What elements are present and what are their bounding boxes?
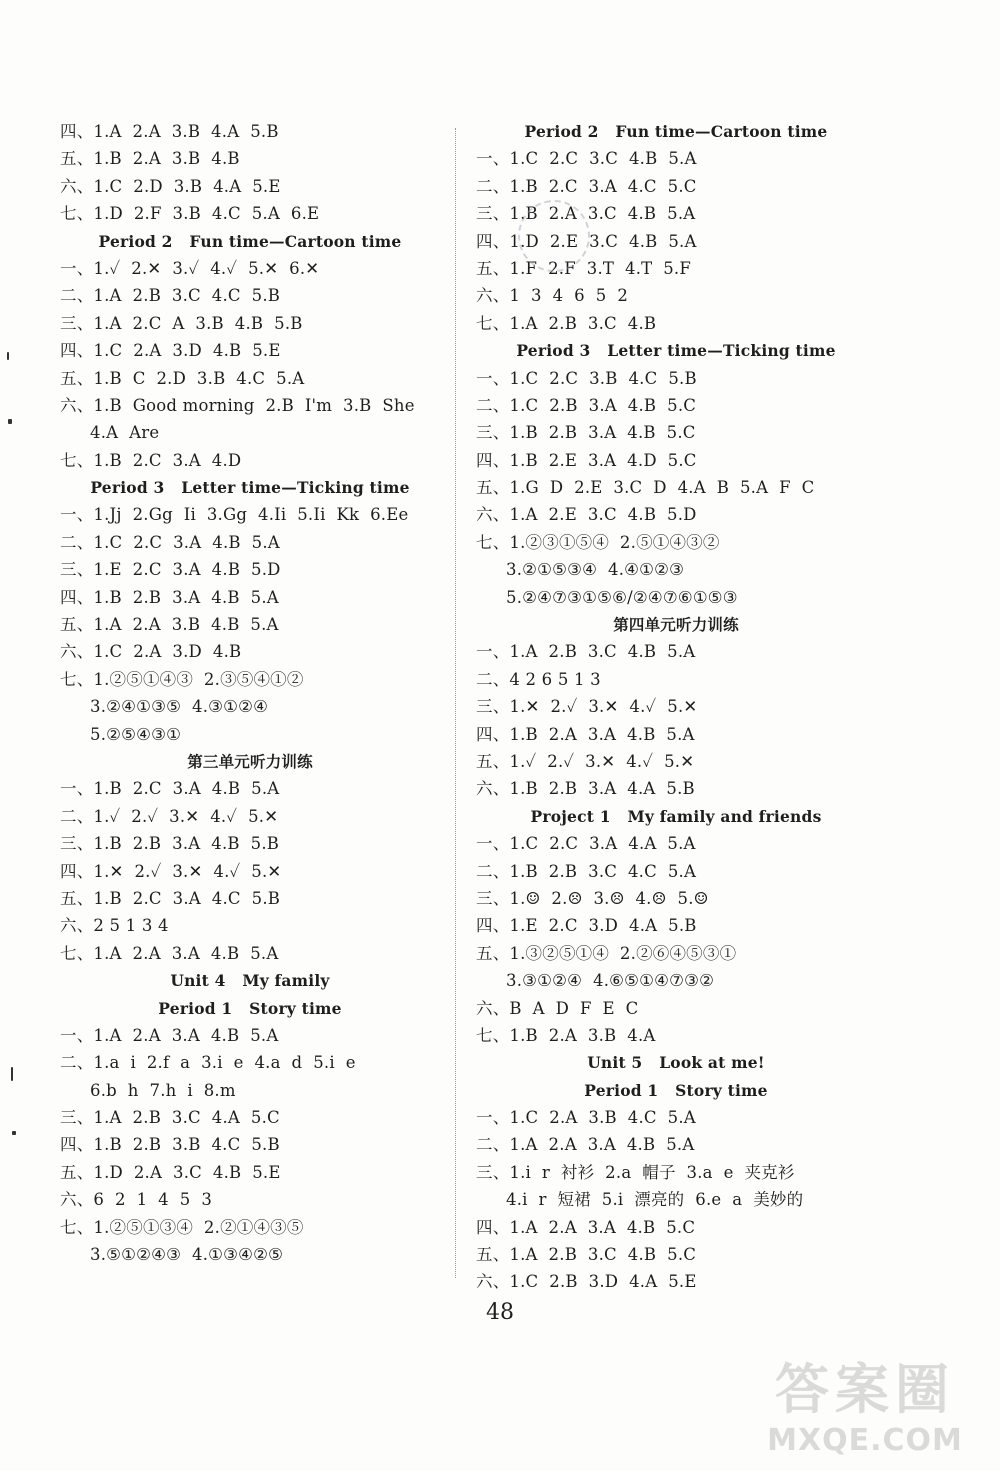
answer-line: 四、1.B 2.B 3.B 4.C 5.B <box>60 1135 280 1155</box>
answer-line: 3.⑤①②④③ 4.①③④②⑤ <box>90 1245 284 1265</box>
answer-line: 四、1.B 2.A 3.A 4.B 5.A <box>476 724 695 744</box>
answer-line: 四、1.A 2.A 3.A 4.B 5.C <box>476 1217 696 1237</box>
answer-line: 二、1.a i 2.f a 3.i e 4.a d 5.i e <box>60 1053 356 1073</box>
answer-line: 五、1.F 2.F 3.T 4.T 5.F <box>476 258 692 278</box>
right-column <box>476 118 876 1296</box>
left-column <box>60 118 440 1268</box>
answer-line: 六、1.C 2.D 3.B 4.A 5.E <box>60 176 281 196</box>
answer-line: 三、1.A 2.B 3.C 4.A 5.C <box>60 1108 280 1128</box>
answer-line: 三、1.E 2.C 3.A 4.B 5.D <box>60 560 281 580</box>
answer-line: 一、1.Jj 2.Gg Ii 3.Gg 4.Ii 5.Ii Kk 6.Ee <box>60 505 409 525</box>
section-heading: Period 3 Letter time—Ticking time <box>90 478 410 498</box>
answer-line: 二、1.B 2.B 3.C 4.C 5.A <box>476 861 697 881</box>
answer-line: 六、B A D F E C <box>476 998 639 1018</box>
answer-line: 6.b h 7.h i 8.m <box>90 1080 236 1100</box>
answer-line: 四、1.B 2.E 3.A 4.D 5.C <box>476 450 697 470</box>
answer-line: 四、1.C 2.A 3.D 4.B 5.E <box>60 341 281 361</box>
scan-mark <box>12 1131 16 1135</box>
answer-line: 五、1.B 2.A 3.B 4.B <box>60 149 240 169</box>
answer-line: 四、1.A 2.A 3.B 4.A 5.B <box>60 122 279 141</box>
answer-line: 五、1.✓ 2.✓ 3.✕ 4.✓ 5.✕ <box>476 751 695 771</box>
section-heading: Unit 4 My family <box>170 971 330 991</box>
answer-line: 七、1.B 2.A 3.B 4.A <box>476 1025 656 1045</box>
watermark <box>750 1355 980 1465</box>
answer-line: 六、1.B 2.B 3.A 4.A 5.B <box>476 779 695 799</box>
answer-line: 四、1.B 2.B 3.A 4.B 5.A <box>60 587 279 607</box>
answer-line: 二、4 2 6 5 1 3 <box>476 669 601 689</box>
answer-line: 三、1.B 2.B 3.A 4.B 5.C <box>476 423 696 443</box>
answer-line: 4.i r 短裙 5.i 漂亮的 6.e a 美妙的 <box>506 1190 804 1210</box>
answer-line: 五、1.B C 2.D 3.B 4.C 5.A <box>60 368 305 388</box>
answer-line: 七、1.D 2.F 3.B 4.C 5.A 6.E <box>60 204 320 224</box>
answer-line: 3.②④①③⑤ 4.③①②④ <box>90 697 269 717</box>
answer-line: 一、1.C 2.A 3.B 4.C 5.A <box>476 1108 696 1128</box>
answer-line: 五、1.D 2.A 3.C 4.B 5.E <box>60 1162 281 1182</box>
watermark-logo: 答案圈 <box>775 1358 955 1421</box>
answer-line: 七、1.A 2.A 3.A 4.B 5.A <box>60 943 279 963</box>
answer-line: 二、1.✓ 2.✓ 3.✕ 4.✓ 5.✕ <box>60 806 279 826</box>
answer-line: 六、6 2 1 4 5 3 <box>60 1190 213 1210</box>
answer-line: 五、1.③②⑤①④ 2.②⑥④⑤③① <box>476 943 737 963</box>
answer-line: 三、1.✕ 2.✓ 3.✕ 4.✓ 5.✕ <box>476 697 698 717</box>
answer-line: 四、1.E 2.C 3.D 4.A 5.B <box>476 916 697 936</box>
section-heading: Period 1 Story time <box>158 998 342 1018</box>
answer-line: 二、1.A 2.A 3.A 4.B 5.A <box>476 1135 695 1155</box>
answer-line: 三、1.i r 衬衫 2.a 帽子 3.a e 夹克衫 <box>476 1162 795 1182</box>
answer-line: 一、1.A 2.B 3.C 4.B 5.A <box>476 642 696 662</box>
answer-line: 二、1.C 2.B 3.A 4.B 5.C <box>476 395 697 415</box>
answer-line: 二、1.C 2.C 3.A 4.B 5.A <box>60 532 280 552</box>
answer-line: 5.②④⑦③①⑤⑥/②④⑦⑥①⑤③ <box>506 587 738 607</box>
section-heading: Project 1 My family and friends <box>530 806 822 826</box>
answer-line: 七、1.A 2.B 3.C 4.B <box>476 313 657 333</box>
column-divider <box>455 128 456 1278</box>
answer-line: 四、1.✕ 2.✓ 3.✕ 4.✓ 5.✕ <box>60 861 282 881</box>
answer-line: 七、1.B 2.C 3.A 4.D <box>60 450 242 470</box>
answer-line: 三、1.☺ 2.☹ 3.☹ 4.☹ 5.☺ <box>476 888 709 908</box>
answer-line: 五、1.G D 2.E 3.C D 4.A B 5.A F C <box>476 478 815 498</box>
answer-line: 3.②①⑤③④ 4.④①②③ <box>506 560 685 580</box>
scan-mark <box>8 419 12 424</box>
answer-line: 六、1 3 4 6 5 2 <box>476 286 629 306</box>
answer-line: 六、1.A 2.E 3.C 4.B 5.D <box>476 505 697 525</box>
section-heading: Period 3 Letter time—Ticking time <box>516 341 836 361</box>
answer-line: 七、1.②③①⑤④ 2.⑤①④③② <box>476 532 720 552</box>
answer-line: 一、1.C 2.C 3.A 4.A 5.A <box>476 834 696 854</box>
answer-line: 四、1.D 2.E 3.C 4.B 5.A <box>476 231 697 251</box>
section-heading: Unit 5 Look at me! <box>587 1053 765 1073</box>
answer-line: 5.②⑤④③① <box>90 724 182 744</box>
answer-line: 六、1.C 2.A 3.D 4.B <box>60 642 242 662</box>
answer-line: 三、1.B 2.B 3.A 4.B 5.B <box>60 834 280 854</box>
answer-line: 4.A Are <box>90 423 160 443</box>
answer-line: 七、1.②⑤①④③ 2.③⑤④①② <box>60 669 304 689</box>
answer-line: 七、1.②⑤①③④ 2.②①④③⑤ <box>60 1217 304 1237</box>
answer-line: 三、1.A 2.C A 3.B 4.B 5.B <box>60 313 303 333</box>
answer-line: 一、1.C 2.C 3.B 4.C 5.B <box>476 368 697 388</box>
answer-line: 一、1.C 2.C 3.C 4.B 5.A <box>476 149 697 169</box>
scan-mark <box>7 352 9 360</box>
section-heading: Period 2 Fun time—Cartoon time <box>98 231 402 251</box>
scan-mark <box>11 1067 13 1081</box>
answer-line: 二、1.B 2.C 3.A 4.C 5.C <box>476 176 697 196</box>
watermark-site: MXQE.COM <box>767 1423 963 1458</box>
answer-line: 六、1.B Good morning 2.B I'm 3.B She <box>60 395 415 415</box>
answer-line: 六、2 5 1 3 4 <box>60 916 169 936</box>
section-heading: Period 2 Fun time—Cartoon time <box>524 122 828 141</box>
answer-line: 3.③①②④ 4.⑥⑤①④⑦③② <box>506 971 715 991</box>
section-heading: Period 1 Story time <box>584 1080 768 1100</box>
answer-line: 一、1.A 2.A 3.A 4.B 5.A <box>60 1025 279 1045</box>
answer-line: 五、1.B 2.C 3.A 4.C 5.B <box>60 888 281 908</box>
answer-line: 一、1.✓ 2.✕ 3.✓ 4.✓ 5.✕ 6.✕ <box>60 258 320 278</box>
page-number: 48 <box>486 1300 514 1325</box>
answer-line: 二、1.A 2.B 3.C 4.C 5.B <box>60 286 281 306</box>
answer-line: 五、1.A 2.A 3.B 4.B 5.A <box>60 615 279 635</box>
answer-line: 五、1.A 2.B 3.C 4.B 5.C <box>476 1245 697 1265</box>
answer-line: 一、1.B 2.C 3.A 4.B 5.A <box>60 779 280 799</box>
section-heading: 第四单元听力训练 <box>613 615 739 635</box>
answer-line: 六、1.C 2.B 3.D 4.A 5.E <box>476 1272 697 1292</box>
section-heading: 第三单元听力训练 <box>187 751 313 771</box>
answer-line: 三、1.B 2.A 3.C 4.B 5.A <box>476 204 696 224</box>
